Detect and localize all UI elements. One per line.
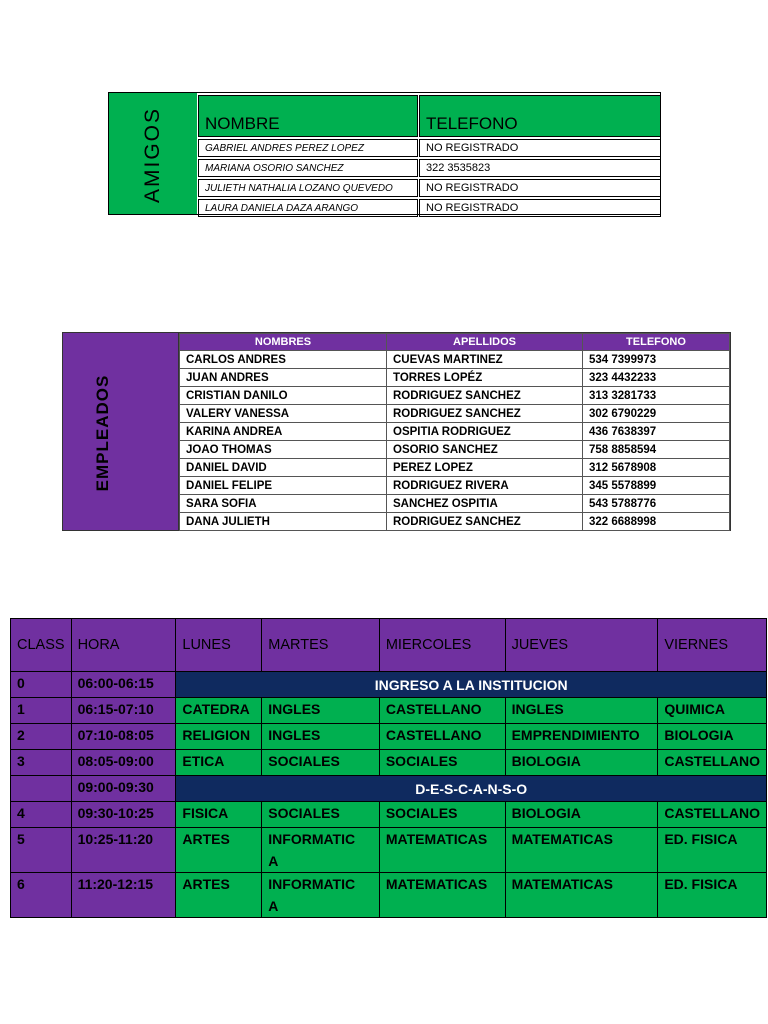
empleado-nombres: DANIEL FELIPE xyxy=(180,477,387,495)
subject-cell: SOCIALES xyxy=(262,802,380,828)
hora-cell: 10:25-11:20 xyxy=(71,828,176,873)
table-row xyxy=(180,387,730,405)
horario-header-cell: LUNES xyxy=(176,619,262,672)
header-nombres: NOMBRES xyxy=(180,334,387,351)
amigo-telefono: NO REGISTRADO xyxy=(419,199,661,217)
empleado-telefono: 312 5678908 xyxy=(583,459,730,477)
subject-cell: ARTES xyxy=(176,828,262,873)
horario-header-row xyxy=(11,619,767,672)
empleado-nombres: DANA JULIETH xyxy=(180,513,387,531)
hora-cell: 09:30-10:25 xyxy=(71,802,176,828)
table-row xyxy=(198,139,661,157)
empleados-side-label xyxy=(63,333,179,530)
table-row xyxy=(180,423,730,441)
empleado-apellidos: OSORIO SANCHEZ xyxy=(387,441,583,459)
amigo-telefono: NO REGISTRADO xyxy=(419,179,661,197)
table-row xyxy=(180,513,730,531)
amigos-side-label xyxy=(109,93,197,214)
empleado-nombres: JUAN ANDRES xyxy=(180,369,387,387)
amigo-nombre: JULIETH NATHALIA LOZANO QUEVEDO xyxy=(198,179,418,197)
horario-header-cell: MIERCOLES xyxy=(379,619,505,672)
subject-cell: EMPRENDIMIENTO xyxy=(505,724,658,750)
class-cell: 4 xyxy=(11,802,72,828)
empleado-telefono: 322 6688998 xyxy=(583,513,730,531)
hora-cell: 09:00-09:30 xyxy=(71,776,176,802)
subject-cell: CATEDRA xyxy=(176,698,262,724)
empleado-apellidos: CUEVAS MARTINEZ xyxy=(387,351,583,369)
empleado-apellidos: PEREZ LOPEZ xyxy=(387,459,583,477)
empleado-apellidos: TORRES LOPÉZ xyxy=(387,369,583,387)
horario-header-cell: HORA xyxy=(71,619,176,672)
table-row xyxy=(180,405,730,423)
table-row xyxy=(198,159,661,177)
amigos-table xyxy=(108,92,661,215)
horario-header-cell: MARTES xyxy=(262,619,380,672)
subject-cell: CASTELLANO xyxy=(658,802,767,828)
table-row xyxy=(180,459,730,477)
empleados-table xyxy=(62,332,731,531)
subject-cell: INFORMATIC A xyxy=(262,828,380,873)
table-row xyxy=(180,495,730,513)
empleados-grid xyxy=(179,333,730,531)
empleado-apellidos: RODRIGUEZ RIVERA xyxy=(387,477,583,495)
subject-cell: SOCIALES xyxy=(262,750,380,776)
empleado-apellidos: OSPITIA RODRIGUEZ xyxy=(387,423,583,441)
class-cell: 1 xyxy=(11,698,72,724)
subject-cell: ARTES xyxy=(176,873,262,918)
table-header-row xyxy=(180,334,730,351)
amigo-nombre: GABRIEL ANDRES PEREZ LOPEZ xyxy=(198,139,418,157)
subject-cell: SOCIALES xyxy=(379,750,505,776)
class-cell xyxy=(11,776,72,802)
table-row xyxy=(11,698,767,724)
class-cell: 3 xyxy=(11,750,72,776)
empleado-nombres: VALERY VANESSA xyxy=(180,405,387,423)
header-telefono: TELEFONO xyxy=(419,95,661,137)
horario-header-cell: JUEVES xyxy=(505,619,658,672)
empleado-telefono: 313 3281733 xyxy=(583,387,730,405)
subject-cell: ETICA xyxy=(176,750,262,776)
descanso-banner: D-E-S-C-A-N-S-O xyxy=(176,776,767,802)
table-row xyxy=(198,199,661,217)
subject-cell: FISICA xyxy=(176,802,262,828)
class-cell: 6 xyxy=(11,873,72,918)
class-cell: 0 xyxy=(11,672,72,698)
header-nombre: NOMBRE xyxy=(198,95,418,137)
subject-cell: INFORMATIC A xyxy=(262,873,380,918)
hora-cell: 07:10-08:05 xyxy=(71,724,176,750)
horario-header-cell: VIERNES xyxy=(658,619,767,672)
ingreso-row xyxy=(11,672,767,698)
subject-cell: RELIGION xyxy=(176,724,262,750)
empleado-nombres: DANIEL DAVID xyxy=(180,459,387,477)
table-header-row xyxy=(198,95,661,137)
subject-cell: MATEMATICAS xyxy=(505,828,658,873)
empleado-apellidos: RODRIGUEZ SANCHEZ xyxy=(387,513,583,531)
empleados-title: EMPLEADOS xyxy=(93,374,112,492)
empleado-nombres: CRISTIAN DANILO xyxy=(180,387,387,405)
subject-cell: BIOLOGIA xyxy=(505,802,658,828)
empleado-telefono: 323 4432233 xyxy=(583,369,730,387)
empleado-nombres: KARINA ANDREA xyxy=(180,423,387,441)
empleado-telefono: 534 7399973 xyxy=(583,351,730,369)
horario-header-cell: CLASS xyxy=(11,619,72,672)
descanso-row xyxy=(11,776,767,802)
subject-cell: BIOLOGIA xyxy=(505,750,658,776)
table-row xyxy=(11,802,767,828)
hora-cell: 11:20-12:15 xyxy=(71,873,176,918)
table-row xyxy=(11,873,767,918)
amigos-title: AMIGOS xyxy=(141,106,164,204)
ingreso-banner: INGRESO A LA INSTITUCION xyxy=(176,672,767,698)
subject-cell: INGLES xyxy=(262,698,380,724)
empleado-nombres: JOAO THOMAS xyxy=(180,441,387,459)
subject-cell: ED. FISICA xyxy=(658,873,767,918)
table-row xyxy=(11,724,767,750)
subject-cell: QUIMICA xyxy=(658,698,767,724)
subject-cell: INGLES xyxy=(262,724,380,750)
empleado-telefono: 345 5578899 xyxy=(583,477,730,495)
subject-cell: MATEMATICAS xyxy=(379,873,505,918)
hora-cell: 08:05-09:00 xyxy=(71,750,176,776)
amigos-grid xyxy=(197,93,662,219)
empleado-telefono: 302 6790229 xyxy=(583,405,730,423)
empleado-nombres: SARA SOFIA xyxy=(180,495,387,513)
class-cell: 5 xyxy=(11,828,72,873)
class-cell: 2 xyxy=(11,724,72,750)
subject-cell: CASTELLANO xyxy=(379,724,505,750)
table-row xyxy=(180,351,730,369)
subject-cell: CASTELLANO xyxy=(658,750,767,776)
empleado-apellidos: RODRIGUEZ SANCHEZ xyxy=(387,405,583,423)
table-row xyxy=(180,369,730,387)
horario-body xyxy=(11,619,767,918)
amigo-nombre: LAURA DANIELA DAZA ARANGO xyxy=(198,199,418,217)
subject-cell: CASTELLANO xyxy=(379,698,505,724)
empleado-apellidos: SANCHEZ OSPITIA xyxy=(387,495,583,513)
subject-cell: BIOLOGIA xyxy=(658,724,767,750)
subject-cell: ED. FISICA xyxy=(658,828,767,873)
table-row xyxy=(180,477,730,495)
empleado-telefono: 543 5788776 xyxy=(583,495,730,513)
header-apellidos: APELLIDOS xyxy=(387,334,583,351)
empleado-telefono: 758 8858594 xyxy=(583,441,730,459)
empleado-apellidos: RODRIGUEZ SANCHEZ xyxy=(387,387,583,405)
amigo-nombre: MARIANA OSORIO SANCHEZ xyxy=(198,159,418,177)
table-row xyxy=(11,828,767,873)
subject-cell: INGLES xyxy=(505,698,658,724)
empleado-telefono: 436 7638397 xyxy=(583,423,730,441)
table-row xyxy=(198,179,661,197)
hora-cell: 06:00-06:15 xyxy=(71,672,176,698)
table-row xyxy=(180,441,730,459)
amigo-telefono: 322 3535823 xyxy=(419,159,661,177)
header-telefono: TELEFONO xyxy=(583,334,730,351)
table-row xyxy=(11,750,767,776)
subject-cell: MATEMATICAS xyxy=(379,828,505,873)
amigo-telefono: NO REGISTRADO xyxy=(419,139,661,157)
empleados-body xyxy=(180,351,730,531)
empleado-nombres: CARLOS ANDRES xyxy=(180,351,387,369)
subject-cell: MATEMATICAS xyxy=(505,873,658,918)
horario-table xyxy=(10,618,767,918)
subject-cell: SOCIALES xyxy=(379,802,505,828)
hora-cell: 06:15-07:10 xyxy=(71,698,176,724)
